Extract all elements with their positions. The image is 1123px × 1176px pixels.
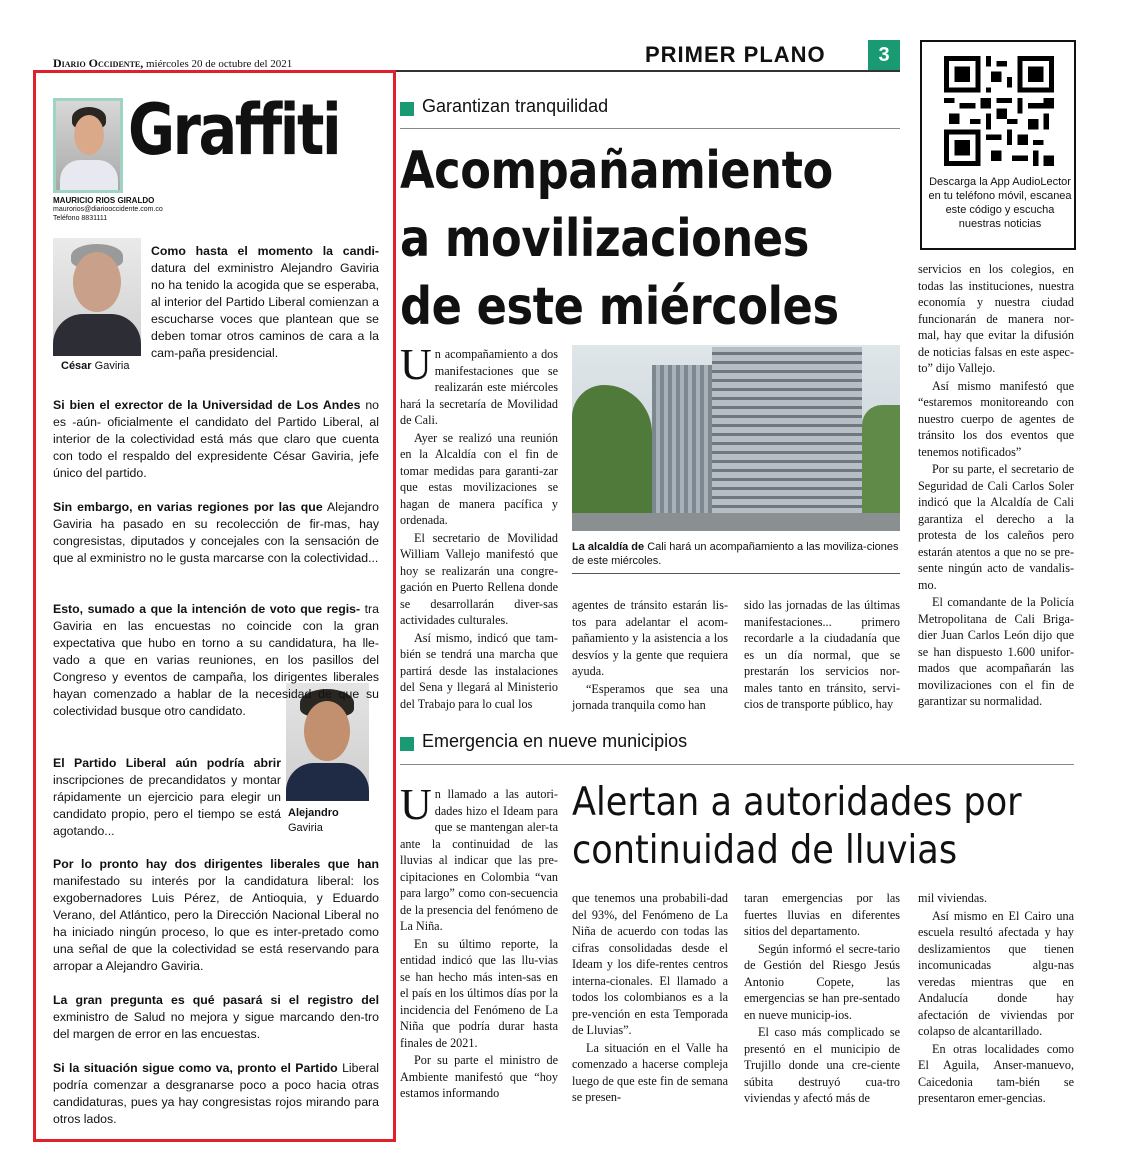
article1-headline-line: Acompañamiento bbox=[400, 141, 833, 201]
qr-code-icon[interactable] bbox=[944, 56, 1054, 166]
article2-kicker: Emergencia en nueve municipios bbox=[422, 731, 688, 751]
article1-kicker: Garantizan tranquilidad bbox=[422, 96, 609, 116]
author-email: maurorios@diariooccidente.com.co bbox=[53, 206, 163, 213]
article2-col2: que tenemos una probabili-dad del 93%, del Fenómeno de La Niña de acuerdo con todas las cifras consolidadas desde el Ideam y los dife-rentes centros interna-cionales. El llamado a todos los colombianos es a la pre-vención en esta Temporada de Lluvias”. La situación en el Valle ha comenzado a hacerse compleja luego de que este fin de semana se presen- bbox=[572, 891, 728, 1104]
paper-name: Diario Occidente, bbox=[53, 56, 144, 70]
graffiti-title: Graffiti bbox=[128, 89, 340, 171]
article1-col1: Un acompañamiento a dos manifestaciones que se realizarán este miércoles hará la secretaría de Movilidad de Cali. Ayer se realizó una reunión en la Alcaldía con el fin de tomar medidas para garanti-zar que estas movilizaciones se hagan de manera pacífica y ordenada. El secretario de Movilidad William Vallejo manifestó que hoy se realizarán una congre-gación en Puerto Rellena donde se desarrollarán diver-sas actividades culturales. Así mismo, indicó que tam-bién se tendrá una marcha que partirá desde las instalaciones del Sena y llegará al Ministerio del Trabajo para lo cual los bbox=[400, 340, 558, 711]
dropcap: U bbox=[400, 780, 432, 829]
author-phone: Teléfono 8831111 bbox=[53, 215, 108, 222]
kicker-rule bbox=[400, 128, 900, 129]
graffiti-item: Si la situación sigue como va, pronto el Partido Liberal podría comenzar a desgranarse poco a poco hacia otras candidaturas, pues ya hay congresistas rojos mirando para otros lados. bbox=[53, 1061, 380, 1126]
article2-headline-line: Alertan a autoridades por bbox=[572, 780, 1022, 825]
article1-headline-line: a movilizaciones bbox=[400, 209, 809, 269]
article1-headline-line: de este miércoles bbox=[400, 277, 839, 337]
graffiti-column bbox=[33, 70, 396, 1142]
cesar-gaviria-photo bbox=[53, 238, 141, 356]
author-name: MAURICIO RIOS GIRALDO bbox=[53, 196, 155, 205]
cesar-caption: César Gaviria bbox=[61, 360, 130, 372]
graffiti-item: Sin embargo, en varias regiones por las que Alejandro Gaviria ha pasado en su recolección de fir-mas, hay congresistas, diputados y concejales con la sensación de que al exministro no le gusta marcarse con la colectividad... bbox=[53, 500, 379, 565]
article2-col4: mil viviendas. Así mismo en El Cairo una escuela resultó afectada y hay deslizamientos que tienen incomunicadas algu-nas veredas mientras que en Andalucía donde hay afectación de viviendas por colapso de alcantarillado. En otras localidades como El Aguila, Anser-manuevo, Caicedonia tam-bién se presentaron emer-gencias. bbox=[918, 891, 1074, 1105]
alejandro-caption: Alejandro Gaviria bbox=[288, 807, 339, 834]
photo-caption: La alcaldía de Cali hará un acompañamiento a las moviliza-ciones de este miércoles. bbox=[572, 541, 899, 567]
section-title: PRIMER PLANO bbox=[645, 42, 826, 67]
article1-col4: servicios en los colegios, en todas las instituciones, nuestra economía y nuestra ciudad funcionarán de manera nor-mal, hay que evitar la difusión de noticias falsas en este aspec-to” dijo Vallejo. Así mismo manifestó que “estaremos monitoreando con nuestro cuerpo de agentes de tránsito los dos eventos que tenemos notificados” Por su parte, el secretario de Seguridad de Cali Carlos Soler indicó que la Alcaldía de Cali garantiza el derecho a la protesta de los caleños pero estarán atentos a que no se pre-sente ningún acto de vandalis-mo. El comandante de la Policía Metropolitana de Cali Briga-dier Juan Carlos León dijo que se han dispuesto 1.600 unifor-mados que acompañarán las movilizaciones con el fin de garantizar su normalidad. bbox=[918, 262, 1074, 708]
kicker-marker bbox=[400, 102, 414, 116]
graffiti-item: Esto, sumado a que la intención de voto que regis- tra Gaviria en las encuestas no coincide con la gran expectativa que hubo en torno a su candidatura, ha lle-vado a que en varias reuniones, en los pasillos del Congreso y eventos de campaña, los dirigentes liberales hayan comenzado a hablar de la necesidad de que su colectividad busque otro candidato. bbox=[53, 602, 379, 718]
dropcap: U bbox=[400, 340, 432, 389]
kicker-rule bbox=[400, 764, 1074, 765]
author-photo bbox=[53, 98, 123, 193]
graffiti-item: El Partido Liberal aún podría abrir inscripciones de precandidatos y montar rápidamente un ejercicio para elegir un candidato propio, pero el tiempo se está agotando... bbox=[53, 756, 281, 838]
masthead bbox=[53, 56, 292, 71]
article2-col3: taran emergencias por las fuertes lluvias en diferentes sitios del departamento. Según informó el secre-tario de Gestión del Riesgo Jesús Antonio Copete, las emergencias se han pre-sentado en nueve municip-ios. El caso más complicado se presentó en el municipio de Trujillo donde una cre-ciente súbita destruyó cua-tro viviendas y afectó más de bbox=[744, 891, 900, 1105]
city-hall-photo bbox=[572, 345, 900, 531]
graffiti-item: Como hasta el momento la candi- datura del exministro Alejandro Gaviria no ha tenido la acogida que se esperaba, al interior del Partido Liberal comienzan a escucharse voces que plantean que se deben tomar otros caminos de cara a la cam-paña presidencial. bbox=[151, 244, 379, 360]
article1-col2: agentes de tránsito estarán lis-tos para adelantar el acom-pañamiento y la asistencia a los desvíos y la gente que requiera ayuda. “Esperamos que sea una jornada tranquila como han bbox=[572, 598, 728, 712]
graffiti-item: La gran pregunta es qué pasará si el registro del exministro de Salud no mejora y sigue marcando den-tro del margen de error en las encuestas. bbox=[53, 993, 379, 1041]
article2-col1: Un llamado a las autori-dades hizo el Ideam para que se mantengan aler-ta ante la continuidad de las lluvias al indicar que las pre-cipitaciones en Colombia “van para largo” como con-secuencia de la presencia del fenómeno de La Niña. En su último reporte, la entidad indicó que las llu-vias se han hecho más inten-sas en el país en los últimos días por la incidencia del Fenómeno de La Niña que podría durar hasta finales de 2021. Por su parte el ministro de Ambiente manifestó que “hoy estamos informando bbox=[400, 780, 558, 1100]
kicker-marker bbox=[400, 737, 414, 751]
article1-col3: sido las jornadas de las últimas manifestaciones... primero recordarle a la ciudadanía que es un día normal, que se prestarán los servicios nor-males tanto en tránsito, servi-cios de transporte público, hay bbox=[744, 598, 900, 711]
page-number: 3 bbox=[868, 40, 900, 70]
audiolector-box bbox=[920, 40, 1076, 250]
article2-headline-line: continuidad de lluvias bbox=[572, 828, 958, 873]
issue-date: miércoles 20 de octubre del 2021 bbox=[145, 58, 293, 70]
graffiti-item: Por lo pronto hay dos dirigentes liberales que han manifestado su interés por la candidatura liberal: los exgobernadores Luis Pérez, de Antioquia, y Eduardo Verano, del Atlántico, pero la Dirección Nacional Liberal no ha iniciado ningún proceso, lo que es inter-pretado como una señal de que la colectividad se está reservando para arropar a Alejandro Gaviria. bbox=[53, 857, 379, 973]
graffiti-item: Si bien el exrector de la Universidad de Los Andes no es -aún- oficialmente el candidato del Partido Liberal, al interior de la colectividad está más que claro que cuenta con todo el respaldo del expresidente César Gaviria, jefe único del partido. bbox=[53, 398, 380, 480]
audiolector-text: Descarga la App AudioLector en tu teléfono móvil, escanea este código y escucha nuestras noticias bbox=[928, 176, 1072, 230]
caption-rule bbox=[572, 573, 900, 574]
